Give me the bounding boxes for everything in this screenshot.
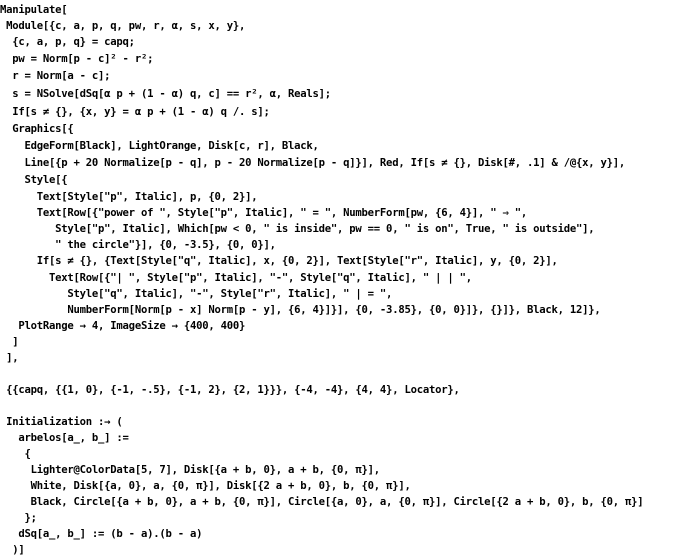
code-line: Text[Row[{"power of ", Style["p", Italic], " = ", NumberForm[pw, {6, 4}], " ⇒ ", [0, 207, 528, 219]
code-line: Module[{c, a, p, q, pw, r, α, s, x, y}, [0, 20, 246, 32]
code-line: EdgeForm[Black], LightOrange, Disk[c, r], Black, [0, 140, 319, 152]
code-line: s = NSolve[dSq[α p + (1 - α) q, c] == r², α, Reals]; [0, 88, 331, 100]
code-line: Style["p", Italic], Which[pw < 0, " is inside", pw == 0, " is on", True, " is outside"], [0, 223, 595, 235]
code-line: {c, a, p, q} = capq; [0, 36, 135, 48]
code-line: Black, Circle[{a + b, 0}, a + b, {0, π}], Circle[{a, 0}, a, {0, π}], Circle[{2 a + b, 0}, b, {0, π}] [0, 496, 644, 508]
code-line: {{capq, {{1, 0}, {-1, -.5}, {-1, 2}, {2, 1}}}, {-4, -4}, {4, 4}, Locator}, [0, 384, 460, 396]
code-line: Manipulate[ [0, 4, 68, 16]
code-line: White, Disk[{a, 0}, a, {0, π}], Disk[{2 a + b, 0}, b, {0, π}], [0, 480, 411, 492]
code-line: ] [0, 336, 19, 348]
code-line: Initialization :→ ( [0, 416, 123, 428]
code-line: " the circle"}], {0, -3.5}, {0, 0}], [0, 239, 276, 251]
code-line: If[s ≠ {}, {Text[Style["q", Italic], x, {0, 2}], Text[Style["r", Italic], y, {0, 2}], [0, 255, 558, 267]
code-line: If[s ≠ {}, {x, y} = α p + (1 - α) q /. s]; [0, 106, 270, 118]
code-line: pw = Norm[p - c]² - r²; [0, 53, 154, 65]
code-line: r = Norm[a - c]; [0, 70, 111, 82]
code-line: }; [0, 512, 37, 524]
code-line: Text[Row[{"| ", Style["p", Italic], "-", Style["q", Italic], " | | ", [0, 272, 472, 284]
code-line: PlotRange → 4, ImageSize → {400, 400} [0, 320, 246, 332]
code-line: dSq[a_, b_] := (b - a).(b - a) [0, 528, 203, 540]
code-line: Lighter@ColorData[5, 7], Disk[{a + b, 0}, a + b, {0, π}], [0, 464, 380, 476]
code-line: )] [0, 544, 25, 556]
code-line: NumberForm[Norm[p - x] Norm[p - y], {6, 4}]}], {0, -3.85}, {0, 0}]}, {}]}, Black, 12]}, [0, 304, 601, 316]
code-line: Text[Style["p", Italic], p, {0, 2}], [0, 191, 258, 203]
code-line: { [0, 448, 31, 460]
code-line: arbelos[a_, b_] := [0, 432, 129, 444]
code-line: ], [0, 352, 19, 364]
code-line: Graphics[{ [0, 123, 74, 135]
code-line: Style["q", Italic], "-", Style["r", Italic], " | = ", [0, 288, 393, 300]
code-line: Line[{p + 20 Normalize[p - q], p - 20 Normalize[p - q]}], Red, If[s ≠ {}, Disk[#, .1] & /@{x, y}], [0, 157, 626, 169]
code-line: Style[{ [0, 174, 68, 186]
